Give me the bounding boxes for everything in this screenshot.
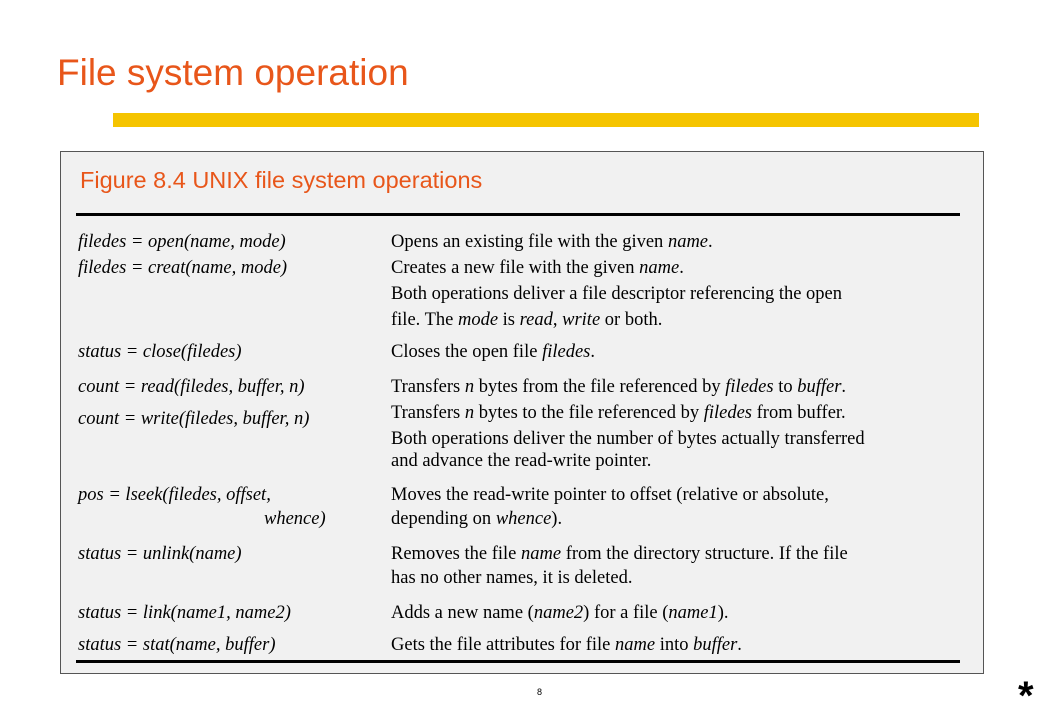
operation-description (391, 284, 842, 305)
description-text: bytes from the file referenced by (474, 377, 726, 397)
description-text: from buffer. (752, 403, 846, 423)
description-term: name (520, 544, 562, 564)
operation-description (391, 403, 846, 424)
description-text: and advance the read-write pointer. (391, 451, 652, 471)
operation-description (391, 603, 729, 624)
operation-description (391, 232, 713, 253)
description-text: or both. (600, 310, 663, 330)
operation-signature: filedes = creat(name, mode) (78, 258, 288, 278)
description-text: , (552, 310, 563, 330)
operation-signature: whence) (264, 509, 326, 529)
description-text: . (841, 377, 847, 397)
operation-description (391, 429, 865, 450)
description-text: is (498, 310, 520, 330)
operation-signature: status = stat(name, buffer) (78, 635, 276, 655)
title-underline-bar (113, 113, 979, 127)
description-term: buffer (797, 377, 842, 397)
operation-description (391, 544, 848, 565)
description-text: depending on (391, 509, 496, 529)
description-term: buffer (693, 635, 738, 655)
description-term: filedes (725, 377, 774, 397)
operation-description (391, 635, 742, 656)
description-term: write (562, 310, 601, 330)
description-text: Moves the read-write pointer to offset (relative or absolute, (391, 485, 829, 505)
description-term: name (639, 258, 680, 278)
operation-signature: count = read(filedes, buffer, n) (78, 377, 305, 397)
description-text: . (737, 635, 742, 655)
description-term: name1 (668, 603, 718, 623)
description-text: Transfers (391, 403, 465, 423)
description-term: mode (457, 310, 499, 330)
operation-description (391, 310, 662, 331)
description-term: n (464, 377, 475, 397)
description-term: n (464, 403, 475, 423)
description-text: to (773, 377, 798, 397)
description-text: Both operations deliver a file descriptor referencing the open (391, 284, 843, 304)
operation-description (391, 485, 829, 506)
description-text: . (708, 232, 713, 252)
description-text: Creates a new file with the given (391, 258, 640, 278)
description-term: name (614, 635, 656, 655)
description-text: Closes the open file (391, 342, 543, 362)
operation-description (391, 377, 846, 398)
page-number: 8 (537, 687, 543, 697)
description-text: . (679, 258, 684, 278)
description-text: bytes to the file referenced by (474, 403, 704, 423)
description-term: whence (495, 509, 552, 529)
description-term: filedes (703, 403, 752, 423)
figure-caption: Figure 8.4 UNIX file system operations (80, 167, 483, 193)
operation-description (391, 451, 651, 472)
description-text: has no other names, it is deleted. (391, 568, 633, 588)
description-text: Opens an existing file with the given (391, 232, 668, 252)
description-term: name (667, 232, 709, 252)
description-text: Transfers (391, 377, 465, 397)
operation-signature: status = link(name1, name2) (78, 603, 291, 623)
operation-description (391, 342, 595, 363)
description-term: read (519, 310, 553, 330)
description-text: file. The (391, 310, 458, 330)
description-text: ). (551, 509, 563, 529)
operation-signature: pos = lseek(filedes, offset, (78, 485, 271, 505)
operation-description (391, 568, 632, 589)
description-text: from the directory structure. If the file (561, 544, 848, 564)
description-term: name2 (533, 603, 584, 623)
description-text: Adds a new name ( (391, 603, 534, 623)
operation-description (391, 258, 684, 279)
description-text: Gets the file attributes for file (391, 635, 615, 655)
description-text: ). (717, 603, 729, 623)
operation-signature: count = write(filedes, buffer, n) (78, 409, 310, 429)
description-term: filedes (542, 342, 591, 362)
operation-description (391, 509, 562, 530)
description-text: into (655, 635, 694, 655)
operation-signature: status = unlink(name) (78, 544, 242, 564)
description-text: Removes the file (391, 544, 521, 564)
description-text: Both operations deliver the number of bytes actually transferred (391, 429, 865, 449)
description-text: ) for a file ( (583, 603, 669, 623)
table-top-rule (76, 213, 960, 216)
table-bottom-rule (76, 660, 960, 663)
slide-title: File system operation (57, 52, 409, 93)
corner-asterisk: * (1018, 674, 1034, 718)
operation-signature: status = close(filedes) (78, 342, 242, 362)
operation-signature: filedes = open(name, mode) (78, 232, 286, 252)
description-text: . (590, 342, 595, 362)
